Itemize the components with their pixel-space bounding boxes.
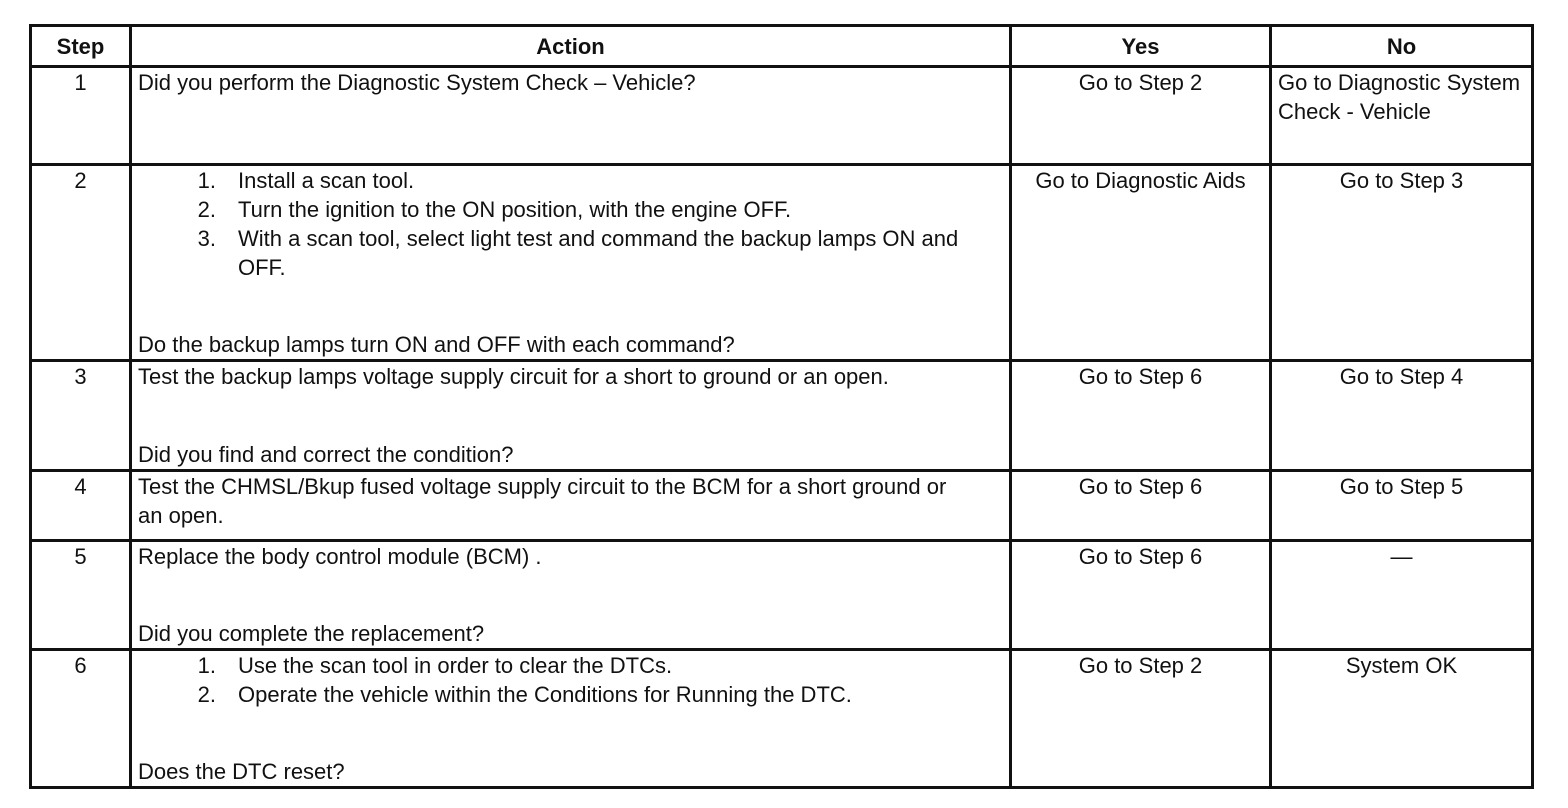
diagnostic-table: [29, 24, 1534, 789]
action-instruction: Test the CHMSL/Bkup fused voltage supply circuit to the BCM for a short ground or an open.: [138, 473, 947, 528]
no-cell: —: [1271, 540, 1533, 649]
action-cell: [131, 165, 1011, 361]
no-cell: Go to Diagnostic System Check - Vehicle: [1271, 67, 1533, 165]
header-step: Step: [31, 26, 131, 67]
header-row: [31, 26, 1533, 67]
action-cell: [131, 361, 1011, 470]
table-row: [31, 165, 1533, 361]
step-number: 3: [31, 361, 131, 470]
step-number: 6: [31, 649, 131, 787]
action-question: Did you perform the Diagnostic System Check – Vehicle?: [138, 70, 696, 95]
table-row: [31, 67, 1533, 165]
no-cell: Go to Step 5: [1271, 470, 1533, 540]
action-question: Did you find and correct the condition?: [138, 441, 514, 467]
action-question: Do the backup lamps turn ON and OFF with each command?: [138, 332, 735, 358]
action-question: Did you complete the replacement?: [138, 620, 485, 646]
instruction-item: 2. Operate the vehicle within the Conditions for Running the DTC.: [197, 681, 852, 707]
table-row: [31, 649, 1533, 787]
header-yes: Yes: [1011, 26, 1271, 67]
action-instruction: Replace the body control module (BCM) .: [138, 543, 542, 569]
action-cell: [131, 67, 1011, 165]
instruction-item: 1. Install a scan tool.: [197, 168, 415, 194]
action-cell: [131, 540, 1011, 649]
yes-cell: Go to Step 2: [1011, 67, 1271, 165]
action-cell: [131, 470, 1011, 540]
step-number: 1: [31, 67, 131, 165]
header-action: Action: [131, 26, 1011, 67]
no-cell: Go to Step 4: [1271, 361, 1533, 470]
no-cell: Go to Step 3: [1271, 165, 1533, 361]
instruction-item: 1. Use the scan tool in order to clear the DTCs.: [197, 652, 673, 678]
yes-cell: Go to Diagnostic Aids: [1011, 165, 1271, 361]
table-row: [31, 361, 1533, 470]
step-number: 4: [31, 470, 131, 540]
action-instruction: Test the backup lamps voltage supply circuit for a short to ground or an open.: [138, 364, 889, 390]
step-number: 5: [31, 540, 131, 649]
instruction-item: 3. With a scan tool, select light test and command the backup lamps ON and OFF.: [197, 226, 959, 281]
action-question: Does the DTC reset?: [138, 759, 345, 784]
yes-cell: Go to Step 2: [1011, 649, 1271, 787]
instruction-list: [138, 651, 1003, 709]
yes-cell: Go to Step 6: [1011, 361, 1271, 470]
no-cell: System OK: [1271, 649, 1533, 787]
instruction-item: 2. Turn the ignition to the ON position, with the engine OFF.: [197, 197, 792, 223]
step-number: 2: [31, 165, 131, 361]
yes-cell: Go to Step 6: [1011, 540, 1271, 649]
instruction-list: [138, 166, 1003, 282]
table-row: [31, 540, 1533, 649]
header-no: No: [1271, 26, 1533, 67]
table-row: [31, 470, 1533, 540]
action-cell: [131, 649, 1011, 787]
yes-cell: Go to Step 6: [1011, 470, 1271, 540]
